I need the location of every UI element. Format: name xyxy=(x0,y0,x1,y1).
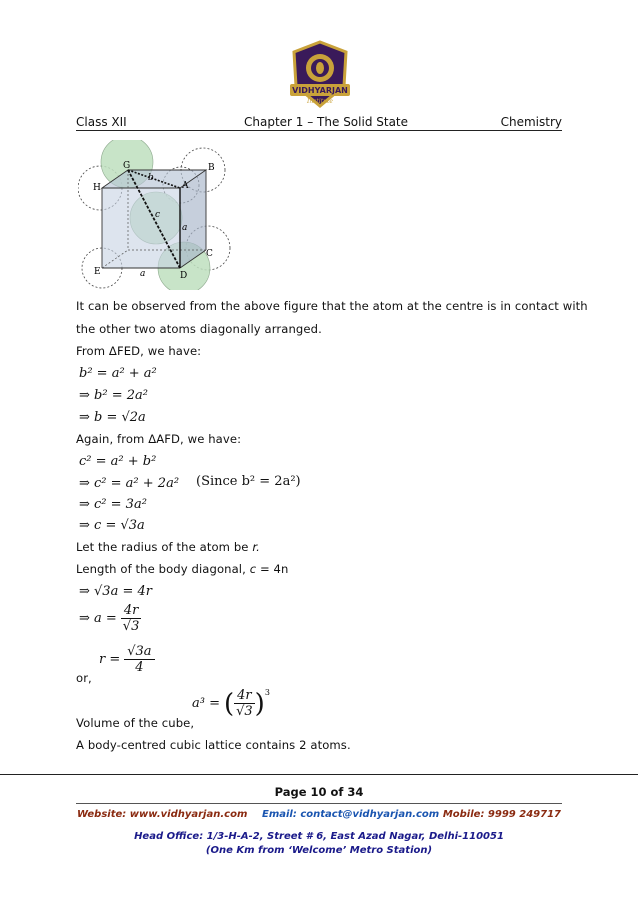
paragraph-line-2: the other two atoms diagonally arranged. xyxy=(76,322,322,336)
radius-symbol: r. xyxy=(252,540,260,554)
svg-text:VIDHYARJAN: VIDHYARJAN xyxy=(292,86,348,95)
svg-text:Institute: Institute xyxy=(307,98,333,105)
equation-5-note: (Since b² = 2a²) xyxy=(196,474,301,489)
label-c-corner: C xyxy=(206,249,213,259)
left-paren: ( xyxy=(224,688,235,719)
equation-11-exponent: 3 xyxy=(264,688,270,697)
or-label: or, xyxy=(76,671,92,685)
equation-9 xyxy=(79,603,141,634)
equation-9-fraction xyxy=(121,603,142,634)
body-diagonal-symbol: c xyxy=(249,562,257,576)
body-diagonal-suffix: = 4n xyxy=(256,562,289,576)
equation-10 xyxy=(99,644,155,675)
equation-10-numerator: √3a xyxy=(124,644,154,660)
footer-rule xyxy=(0,774,638,775)
label-g: G xyxy=(123,161,131,171)
radius-line-prefix: Let the radius of the atom be xyxy=(76,540,253,554)
page-number: Page 10 of 34 xyxy=(274,785,364,799)
right-paren: ) xyxy=(254,688,265,719)
head-office-line-1: Head Office: 1/3-H-A-2, Street # 6, East Azad Nagar, Delhi-110051 xyxy=(134,831,504,842)
label-h: H xyxy=(93,183,101,193)
from-fed-line: From ΔFED, we have: xyxy=(76,344,202,358)
bcc-cube-figure xyxy=(78,140,236,290)
equation-2: ⇒ b² = 2a² xyxy=(79,388,148,403)
head-office-line-2: (One Km from ‘Welcome’ Metro Station) xyxy=(205,845,433,856)
class-label: Class XII xyxy=(76,115,127,129)
equation-11-fraction xyxy=(234,688,255,719)
email-link[interactable]: Email: contact@vidhyarjan.com xyxy=(262,809,440,820)
volume-label: Volume of the cube, xyxy=(76,716,195,730)
equation-6: ⇒ c² = 3a² xyxy=(79,497,147,512)
equation-11-lhs: a³ = xyxy=(192,696,220,711)
equation-4: c² = a² + b² xyxy=(79,454,157,469)
header-rule xyxy=(76,130,562,131)
body-diagonal-line xyxy=(76,562,288,576)
equation-7: ⇒ c = √3a xyxy=(79,518,145,533)
again-afd-line: Again, from ΔAFD, we have: xyxy=(76,432,242,446)
radius-line xyxy=(76,540,260,554)
institute-logo xyxy=(286,40,354,110)
label-b: B xyxy=(208,163,215,173)
equation-9-lhs: ⇒ a = xyxy=(79,611,117,626)
equation-1: b² = a² + a² xyxy=(79,366,157,381)
body-diagonal-prefix: Length of the body diagonal, xyxy=(76,562,250,576)
equation-11 xyxy=(192,688,270,719)
subject-label: Chemistry xyxy=(500,115,562,129)
chapter-label: Chapter 1 – The Solid State xyxy=(244,115,409,129)
paragraph-line-1: It can be observed from the above figure that the atom at the centre is in contact with xyxy=(76,299,588,313)
equation-10-denominator: 4 xyxy=(135,660,144,675)
equation-10-lhs: r = xyxy=(99,652,121,667)
equation-5: ⇒ c² = a² + 2a² xyxy=(79,476,180,491)
equation-10-fraction xyxy=(124,644,154,675)
equation-8: ⇒ √3a = 4r xyxy=(79,584,152,599)
equation-11-numerator: 4r xyxy=(234,688,255,704)
label-a-bottom: a xyxy=(140,269,146,279)
equation-9-denominator: √3 xyxy=(122,619,140,634)
footer-inner-rule xyxy=(76,803,562,804)
website-link[interactable]: Website: www.vidhyarjan.com xyxy=(77,809,248,820)
equation-3: ⇒ b = √2a xyxy=(79,410,146,425)
equation-9-numerator: 4r xyxy=(121,603,142,619)
label-b-small: b xyxy=(148,173,154,183)
label-d: D xyxy=(180,271,188,281)
label-e: E xyxy=(94,267,101,277)
label-c: c xyxy=(155,210,161,220)
label-a-small: a xyxy=(182,223,188,233)
mobile-number: Mobile: 9999 249717 xyxy=(442,809,561,820)
bcc-line: A body-centred cubic lattice contains 2 atoms. xyxy=(76,738,351,752)
label-a: A xyxy=(182,181,189,191)
equation-11-denominator: √3 xyxy=(236,704,253,719)
